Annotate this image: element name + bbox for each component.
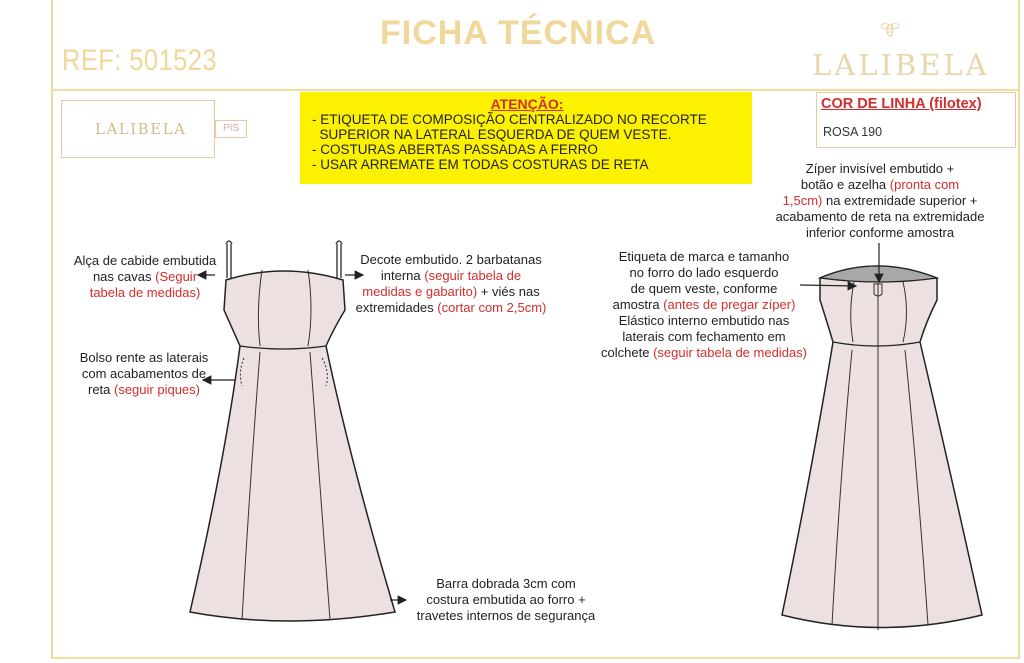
attention-line: - COSTURAS ABERTAS PASSADAS A FERRO xyxy=(312,142,598,157)
attention-line: - USAR ARREMATE EM TODAS COSTURAS DE RETA xyxy=(312,157,649,172)
attention-line: - ETIQUETA DE COMPOSIÇÃO CENTRALIZADO NO RECORTE xyxy=(312,112,707,127)
annotation-line: colchete xyxy=(601,345,654,360)
annotation-line: extremidades xyxy=(355,300,438,315)
annotation-highlight: 1,5cm) xyxy=(782,193,823,208)
annotation-line: acabamento de reta na extremidade xyxy=(775,209,985,224)
annotation-line: amostra xyxy=(612,297,664,312)
annotation-line: nas cavas xyxy=(92,269,156,284)
annotation-line: Decote embutido. 2 barbatanas xyxy=(360,252,542,267)
attention-title: ATENÇÃO: xyxy=(490,96,564,112)
pocket-annotation xyxy=(55,350,233,398)
annotation-highlight: (pronta com xyxy=(889,177,960,192)
label-tag-brand: LALIBELA xyxy=(95,120,187,138)
brand-logo: LALIBELA xyxy=(812,48,990,82)
annotation-highlight: (antes de pregar zíper) xyxy=(663,297,796,312)
annotation-highlight: tabela de medidas) xyxy=(89,285,201,300)
label-tag-code: PIS xyxy=(215,120,247,138)
annotation-highlight: (Seguir xyxy=(155,269,198,284)
annotation-line: travetes internos de segurança xyxy=(416,608,596,623)
neckline-annotation xyxy=(340,252,562,316)
reference-code: REF: 501523 xyxy=(62,44,217,77)
annotation-line: Bolso rente as laterais xyxy=(79,350,209,365)
annotation-line: na extremidade superior + xyxy=(822,193,978,208)
annotation-line: botão e azelha xyxy=(800,177,890,192)
annotation-line: costura embutida ao forro + xyxy=(426,592,586,607)
annotation-highlight: (seguir tabela de xyxy=(424,268,522,283)
annotation-highlight: (seguir tabela de medidas) xyxy=(653,345,807,360)
annotation-line: Alça de cabide embutida xyxy=(73,253,217,268)
annotation-highlight: (seguir piques) xyxy=(114,382,200,397)
hem-annotation xyxy=(400,576,612,624)
thread-color-title: COR DE LINHA (filotex) xyxy=(821,96,982,112)
annotation-highlight: medidas e gabarito) xyxy=(362,284,478,299)
annotation-line: + viés nas xyxy=(477,284,540,299)
attention-line: SUPERIOR NA LATERAL ESQUERDA DE QUEM VESTE. xyxy=(312,127,672,142)
annotation-line: Barra dobrada 3cm com xyxy=(436,576,576,591)
page-title: FICHA TÉCNICA xyxy=(380,14,657,52)
strap-annotation xyxy=(55,253,235,301)
annotation-line: inferior conforme amostra xyxy=(805,225,955,240)
annotation-highlight: (cortar com 2,5cm) xyxy=(437,300,547,315)
annotation-line: interna xyxy=(380,268,425,283)
annotation-line: Zíper invisível embutido + xyxy=(805,161,955,176)
annotation-line: de quem veste, conforme xyxy=(630,281,778,296)
annotation-line: Etiqueta de marca e tamanho xyxy=(618,249,790,264)
zipper-annotation xyxy=(752,161,1008,241)
annotation-line: reta xyxy=(87,382,114,397)
thread-color-value: ROSA 190 xyxy=(823,125,883,139)
annotation-line: Elástico interno embutido nas xyxy=(618,313,790,328)
brand-label-annotation xyxy=(584,249,824,361)
annotation-line: no forro do lado esquerdo xyxy=(629,265,779,280)
annotation-line: com acabamentos de xyxy=(81,366,207,381)
annotation-line: laterais com fechamento em xyxy=(622,329,786,344)
